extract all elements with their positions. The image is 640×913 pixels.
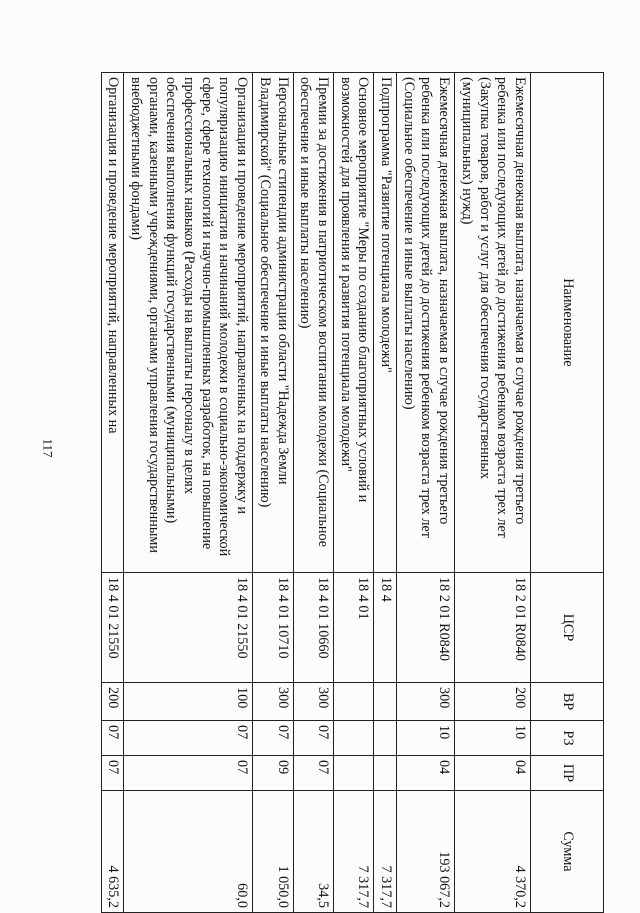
header-csr: ЦСР (531, 573, 604, 683)
table-row (374, 73, 397, 913)
row-pr: 04 (455, 756, 531, 791)
row-pr: 07 (124, 756, 253, 791)
row-rz (333, 721, 373, 756)
row-pr: 07 (101, 756, 124, 791)
table-row (293, 73, 333, 913)
row-csr: 18 4 (374, 573, 397, 683)
row-vr: 300 (253, 683, 293, 721)
row-name: Персональные стипендии администрации области "Надежда Земли Владимирской" (Социальное обеспечение и иные выплаты населению) (253, 73, 293, 573)
row-csr: 18 4 01 21550 (124, 573, 253, 683)
row-csr: 18 2 01 R0840 (455, 573, 531, 683)
row-name: Премии за достижения в патриотическом воспитании молодежи (Социальное обеспечение и иные выплаты населению) (293, 73, 333, 573)
row-rz: 10 (397, 721, 455, 756)
row-vr (333, 683, 373, 721)
row-pr (333, 756, 373, 791)
table-row (124, 73, 253, 913)
row-name: Организация и проведение мероприятий, направленных на (101, 73, 124, 573)
row-sum: 60,0 (124, 791, 253, 913)
row-vr: 300 (397, 683, 455, 721)
table-row (455, 73, 531, 913)
row-sum: 7 317,7 (374, 791, 397, 913)
row-rz: 07 (101, 721, 124, 756)
row-vr (374, 683, 397, 721)
row-rz: 07 (124, 721, 253, 756)
row-rz: 07 (293, 721, 333, 756)
rotated-page-content (100, 72, 604, 912)
page-number: 117 (40, 438, 56, 458)
table-row (333, 73, 373, 913)
row-pr: 07 (293, 756, 333, 791)
budget-table (101, 72, 604, 913)
row-name: Ежемесячная денежная выплата, назначаемая в случае рождения третьего ребенка или последующих детей до достижения ребенком возраста трех лет (Закупка товаров, работ и услуг для обеспечения государственных (муниципальных) нужд) (455, 73, 531, 573)
header-name: Наименование (531, 73, 604, 573)
row-rz (374, 721, 397, 756)
header-pr: ПР (531, 756, 604, 791)
header-vr: ВР (531, 683, 604, 721)
row-name: Основное мероприятие "Меры по созданию благоприятных условий и возможностей для проявления и развития потенциала молодежи" (333, 73, 373, 573)
row-sum: 4 635,2 (101, 791, 124, 913)
row-pr: 09 (253, 756, 293, 791)
row-vr: 200 (101, 683, 124, 721)
row-pr: 04 (397, 756, 455, 791)
row-sum: 7 317,7 (333, 791, 373, 913)
header-rz: РЗ (531, 721, 604, 756)
row-csr: 18 4 01 21550 (101, 573, 124, 683)
table-header-row (531, 73, 604, 913)
row-csr: 18 4 01 10710 (253, 573, 293, 683)
row-sum: 4 370,2 (455, 791, 531, 913)
row-sum: 193 067,2 (397, 791, 455, 913)
table-row (397, 73, 455, 913)
row-rz: 10 (455, 721, 531, 756)
row-csr: 18 4 01 10660 (293, 573, 333, 683)
row-csr: 18 2 01 R0840 (397, 573, 455, 683)
row-pr (374, 756, 397, 791)
row-sum: 1 050,0 (253, 791, 293, 913)
table-row (101, 73, 124, 913)
row-name: Подпрограмма "Развитие потенциала молодежи" (374, 73, 397, 573)
row-vr: 100 (124, 683, 253, 721)
header-sum: Сумма (531, 791, 604, 913)
row-vr: 200 (455, 683, 531, 721)
table-row (253, 73, 293, 913)
row-rz: 07 (253, 721, 293, 756)
row-name: Ежемесячная денежная выплата, назначаемая в случае рождения третьего ребенка или последующих детей до достижения ребенком возраста трех лет (Социальное обеспечение и иные выплаты населению) (397, 73, 455, 573)
row-csr: 18 4 01 (333, 573, 373, 683)
row-name: Организация и проведение мероприятий, направленных на поддержку и популяризацию инициатив и начинаний молодежи в социально-экономической сфере, сфере технологий и научно-промышленных разработок, на повышение профессиональных навыков (Расходы на выплаты персоналу в целях обеспечения выполнения функций государственными (муниципальными) органами, казенными учреждениями, органами управления государственными внебюджетными фондами) (124, 73, 253, 573)
row-sum: 34,5 (293, 791, 333, 913)
row-vr: 300 (293, 683, 333, 721)
